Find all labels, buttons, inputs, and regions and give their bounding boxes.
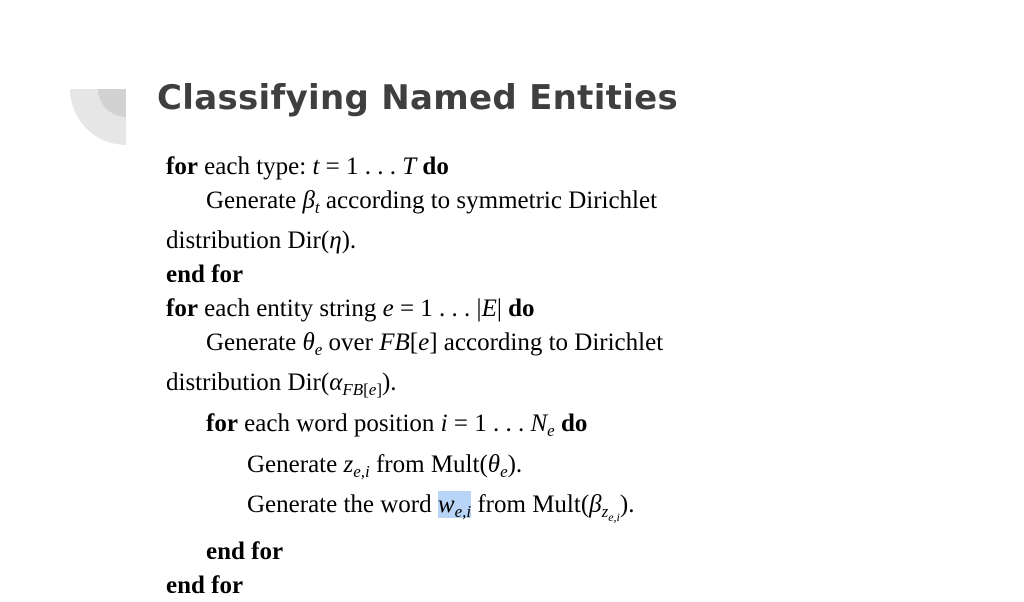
math-var: β [589,491,602,519]
text: ). [507,450,523,478]
text: ). [619,491,635,519]
corner-decoration [70,89,126,145]
keyword-do: do [416,153,449,180]
math-var: N [530,409,548,437]
math-var: θ [487,450,501,478]
keyword-do: do [501,294,535,322]
keyword-end-for: end for [166,571,244,599]
math-var: e [382,294,394,322]
algorithm-line-4 [166,258,663,292]
algorithm-line-3 [166,224,663,258]
math-subscript [601,502,620,525]
keyword-for: for [206,409,238,437]
math-text: [ [363,380,369,400]
keyword-do: do [554,409,588,437]
algorithm-line-5 [166,292,663,326]
math-var: w [437,491,455,519]
algorithm-line-1 [166,150,663,184]
math-subsubscript: e,i [608,510,620,525]
math-var: z [601,502,609,522]
algorithm-line-12 [166,569,663,602]
math-subscript: e,i [353,461,370,481]
algorithm-line-2 [166,184,663,225]
text: distribution Dir( [166,227,330,255]
text: from Mult( [369,450,488,478]
math-subscript [342,380,382,399]
text: Generate [247,450,344,478]
math-var: α [329,369,343,397]
keyword-for: for [166,294,198,322]
text: each word position [237,409,441,437]
algorithm-line-11 [166,535,663,569]
text: ). [341,227,357,255]
algorithm-line-7 [166,366,663,407]
math-var: e [418,328,430,356]
slide-title: Classifying Named Entities [157,78,679,118]
math-subscript: e [500,461,508,481]
math-var: z [343,450,354,478]
algorithm-block [166,150,663,602]
math-text: = 1 . . . | [393,294,482,322]
text: distribution Dir( [166,369,330,397]
math-text: | [496,294,502,322]
math-text: = 1 . . . [447,409,531,437]
keyword-for: for [166,153,198,180]
text: Generate the word [247,491,438,519]
algorithm-line-8 [166,407,663,448]
math-subscript: e [314,339,323,359]
selection-highlight [437,491,472,522]
math-var: t [312,153,320,180]
algorithm-line-9 [166,448,663,489]
math-text: ] [429,328,438,356]
text: ). [381,369,397,397]
math-var: T [402,153,417,180]
math-text: = 1 . . . [319,153,403,180]
math-var: e [368,380,377,400]
algorithm-line-6 [166,326,663,367]
math-var: η [329,227,342,255]
text: according to symmetric Dirichlet [319,186,658,214]
math-subscript: e [547,420,555,440]
text: each entity string [197,294,383,322]
math-var: FB [379,328,410,356]
math-var: θ [302,328,315,356]
text: according to Dirichlet [437,328,664,356]
keyword-end-for: end for [166,261,244,289]
math-text: [ [409,328,419,356]
math-var: E [481,294,497,322]
text: Generate [206,328,303,356]
text: from Mult( [471,491,590,519]
math-var: i [440,409,448,437]
math-text: ] [376,380,382,400]
math-subscript: t [314,197,320,217]
math-var: FB [342,380,364,400]
text: each type: [197,153,313,180]
algorithm-line-10 [166,488,663,535]
text: over [322,328,380,356]
math-subscript: e,i [454,502,472,522]
keyword-end-for: end for [206,538,284,566]
text: Generate [206,186,303,214]
math-var: β [302,186,315,214]
